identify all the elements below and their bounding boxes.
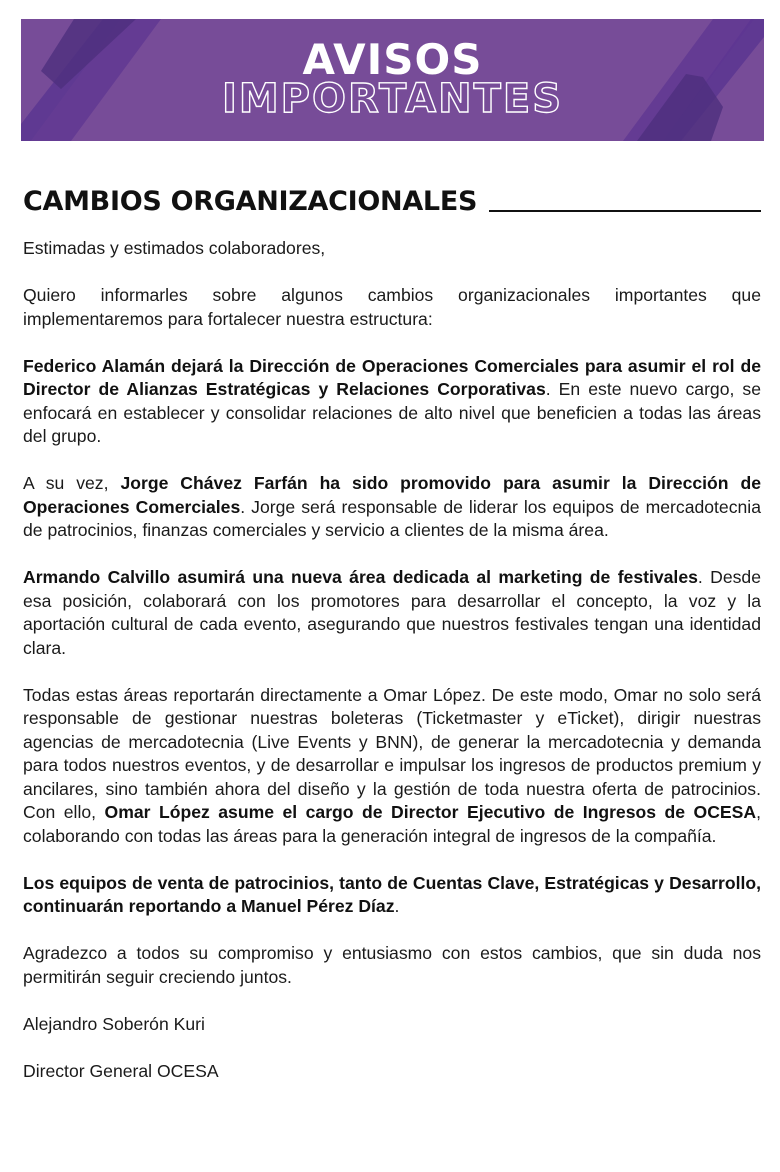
paragraph-text: , colaborando con todas las áreas para la generación integral de ingresos de la compañía.	[23, 802, 761, 846]
section-heading-row	[23, 183, 761, 219]
paragraph-bold: Federico Alamán dejará la Dirección de Operaciones Comerciales para asumir el rol de Director de Alianzas Estratégicas y Relaciones Corporativas	[23, 355, 761, 399]
section-heading: CAMBIOS ORGANIZACIONALES	[23, 185, 478, 217]
paragraph-manuel	[23, 872, 761, 919]
paragraph-lead: A su vez,	[23, 473, 121, 493]
banner-title: AVISOS	[302, 35, 483, 84]
paragraph-bold: Los equipos de venta de patrocinios, tanto de Cuentas Clave, Estratégicas y Desarrollo, continuarán reportando a Manuel Pérez Díaz	[23, 872, 761, 916]
announcement-body	[23, 237, 761, 1107]
paragraph-text: .	[394, 896, 400, 916]
paragraph-text: . En este nuevo cargo, se enfocará en establecer y consolidar relaciones de alto nivel que beneficien a todas las áreas del grupo.	[23, 379, 761, 446]
paragraph-bold: Armando Calvillo asumirá una nueva área dedicada al marketing de festivales	[23, 567, 698, 587]
header-banner	[21, 19, 764, 141]
paragraph-armando	[23, 566, 761, 660]
paragraph-lead: Todas estas áreas reportarán directamente a Omar López. De este modo, Omar no solo será responsable de gestionar nuestras boleteras (Ticketmaster y eTicket), dirigir nuestras agencias de mercadotecnia (Live Events y BNN), de generar la mercadotecnia y demanda para todos nuestros eventos, y de desarrollar e impulsar los ingresos de productos premium y ancilares, sino también ahora del diseño y la gestión de toda nuestra oferta de patrocinios. Con ello,	[23, 684, 761, 822]
closing-paragraph: Agradezco a todos su compromiso y entusiasmo con estos cambios, que sin duda nos permitirán seguir creciendo juntos.	[23, 943, 761, 987]
paragraph-bold: Jorge Chávez Farfán ha sido promovido para asumir la Dirección de Operaciones Comerciales	[23, 473, 761, 517]
heading-divider	[489, 210, 761, 212]
banner-subtitle: IMPORTANTES	[221, 76, 564, 122]
greeting: Estimadas y estimados colaboradores,	[23, 238, 326, 258]
paragraph-text: . Desde esa posición, colaborará con los promotores para desarrollar el concepto, la voz y la aportación cultural de cada evento, asegurando que nuestros festivales tengan una identidad clara.	[23, 567, 762, 658]
paragraph-omar	[23, 684, 761, 849]
paragraph-text: . Jorge será responsable de liderar los equipos de mercadotecnia de patrocinios, finanzas comerciales y servicio a clientes de la misma área.	[23, 496, 761, 540]
intro-paragraph: Quiero informarles sobre algunos cambios organizacionales importantes que implementaremos para fortalecer nuestra estructura:	[23, 285, 761, 329]
paragraph-bold: Omar López asume el cargo de Director Ejecutivo de Ingresos de OCESA	[104, 802, 757, 822]
paragraph-federico	[23, 355, 761, 449]
paragraph-jorge	[23, 472, 761, 543]
signature-name: Alejandro Soberón Kuri	[23, 1013, 205, 1034]
signature-title: Director General OCESA	[23, 1060, 219, 1081]
